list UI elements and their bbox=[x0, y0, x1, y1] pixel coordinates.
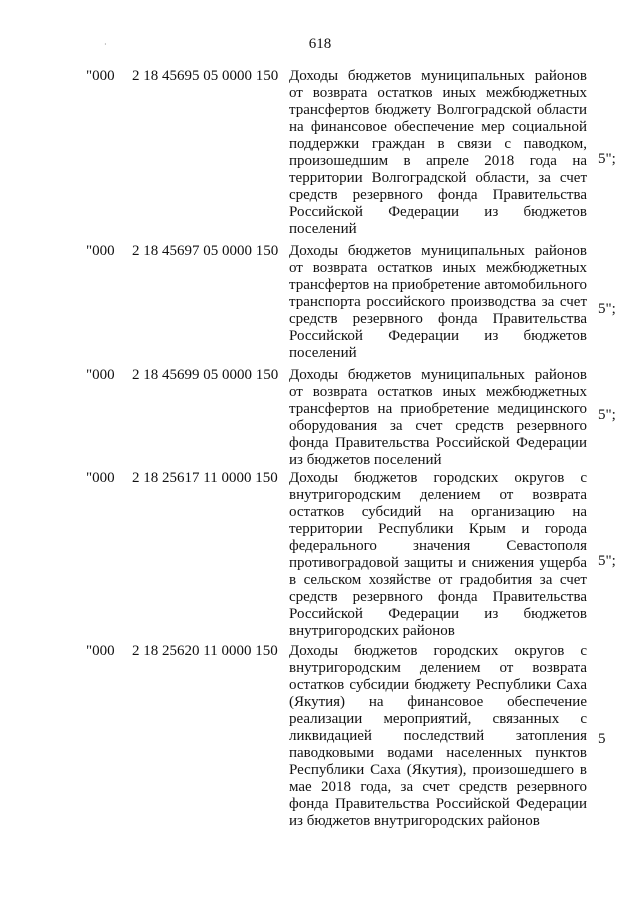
description-line: поселений bbox=[289, 221, 357, 237]
row-prefix: "000 bbox=[86, 643, 115, 659]
description-line: (Якутия) на финансовое обеспечение bbox=[289, 694, 587, 710]
description-line: поселений bbox=[289, 345, 357, 361]
revenue-description bbox=[289, 68, 587, 238]
description-line: внутригородским делением от возврата bbox=[289, 660, 587, 676]
description-line: Доходы бюджетов городских округов с bbox=[289, 643, 587, 659]
revenue-description bbox=[289, 243, 587, 362]
description-line: средств резервного фонда Правительства bbox=[289, 311, 587, 327]
description-line: трансфертов на приобретение автомобильного bbox=[289, 277, 587, 293]
description-line: Российской Федерации из бюджетов bbox=[289, 204, 587, 220]
budget-code: 2 18 25617 11 0000 150 bbox=[132, 470, 278, 486]
description-line: Доходы бюджетов муниципальных районов bbox=[289, 68, 587, 84]
description-line: средств резервного фонда Правительства bbox=[289, 589, 587, 605]
description-line: Доходы бюджетов городских округов с bbox=[289, 470, 587, 486]
description-line: мае 2018 года, за счет средств резервного bbox=[289, 779, 587, 795]
description-line: транспорта российского производства за счет bbox=[289, 294, 587, 310]
row-prefix: "000 bbox=[86, 243, 115, 259]
description-line: противоградовой защиты и снижения ущерба bbox=[289, 555, 587, 571]
row-value: 5"; bbox=[598, 151, 616, 167]
description-line: Российской Федерации из бюджетов bbox=[289, 606, 587, 622]
description-line: Доходы бюджетов муниципальных районов bbox=[289, 367, 587, 383]
budget-code: 2 18 45699 05 0000 150 bbox=[132, 367, 279, 383]
revenue-description bbox=[289, 643, 587, 830]
page-number: 618 bbox=[308, 36, 332, 52]
row-value: 5"; bbox=[598, 553, 616, 569]
description-line: фонда Правительства Российской Федерации bbox=[289, 435, 587, 451]
description-line: внутригородским делением от возврата bbox=[289, 487, 587, 503]
row-value: 5"; bbox=[598, 407, 616, 423]
description-line: из бюджетов внутригородских районов bbox=[289, 813, 540, 829]
description-line: Республики Саха (Якутия), произошедшего в bbox=[289, 762, 587, 778]
description-line: реализации мероприятий, связанных с bbox=[289, 711, 587, 727]
description-line: поддержки граждан в связи с паводком, bbox=[289, 136, 587, 152]
revenue-description bbox=[289, 470, 587, 640]
description-line: Доходы бюджетов муниципальных районов bbox=[289, 243, 587, 259]
description-line: федерального значения Севастополя bbox=[289, 538, 587, 554]
description-line: остатков субсидии бюджету Республики Саха bbox=[289, 677, 587, 693]
description-line: территории Республики Крым и города bbox=[289, 521, 587, 537]
description-line: от возврата остатков иных межбюджетных bbox=[289, 260, 587, 276]
budget-code: 2 18 45695 05 0000 150 bbox=[132, 68, 279, 84]
description-line: территории Волгоградской области, за счет bbox=[289, 170, 587, 186]
description-line: от возврата остатков иных межбюджетных bbox=[289, 384, 587, 400]
description-line: трансфертов на приобретение медицинского bbox=[289, 401, 587, 417]
row-value: 5 bbox=[598, 731, 606, 747]
budget-code: 2 18 25620 11 0000 150 bbox=[132, 643, 278, 659]
description-line: ликвидацией последствий затопления bbox=[289, 728, 587, 744]
row-value: 5"; bbox=[598, 301, 616, 317]
scan-dot: · bbox=[104, 40, 107, 49]
description-line: произошедшим в апреле 2018 года на bbox=[289, 153, 587, 169]
revenue-description bbox=[289, 367, 587, 469]
description-line: оборудования за счет средств резервного bbox=[289, 418, 587, 434]
description-line: средств резервного фонда Правительства bbox=[289, 187, 587, 203]
description-line: от возврата остатков иных межбюджетных bbox=[289, 85, 587, 101]
row-prefix: "000 bbox=[86, 367, 115, 383]
description-line: на финансовое обеспечение мер социальной bbox=[289, 119, 587, 135]
description-line: паводковыми водами населенных пунктов bbox=[289, 745, 587, 761]
description-line: фонда Правительства Российской Федерации bbox=[289, 796, 587, 812]
row-prefix: "000 bbox=[86, 470, 115, 486]
description-line: в сельском хозяйстве от градобития за счет bbox=[289, 572, 587, 588]
description-line: трансфертов бюджету Волгоградской области bbox=[289, 102, 587, 118]
description-line: остатков субсидий на организацию на bbox=[289, 504, 587, 520]
description-line: внутригородских районов bbox=[289, 623, 455, 639]
row-prefix: "000 bbox=[86, 68, 115, 84]
budget-code: 2 18 45697 05 0000 150 bbox=[132, 243, 279, 259]
description-line: из бюджетов поселений bbox=[289, 452, 442, 468]
description-line: Российской Федерации из бюджетов bbox=[289, 328, 587, 344]
